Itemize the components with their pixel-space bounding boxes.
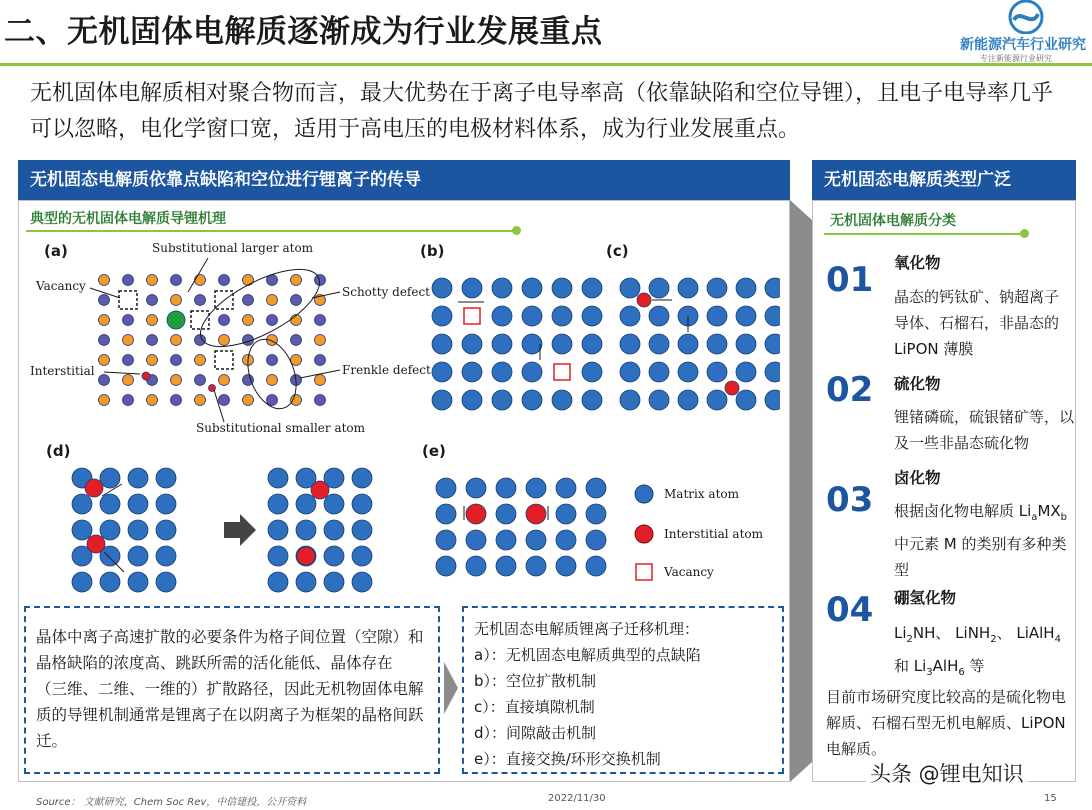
transition-arrow-icon xyxy=(224,514,256,546)
exchange-lattice-e xyxy=(436,478,606,576)
lattice-atom xyxy=(291,335,302,346)
matrix-atom xyxy=(352,494,372,514)
lattice-atom xyxy=(195,295,206,306)
matrix-atom xyxy=(552,334,572,354)
lattice-atom xyxy=(171,295,182,306)
halide-desc-pre: 根据卤化物电解质 Li xyxy=(894,502,1032,520)
matrix-atom xyxy=(582,306,602,326)
matrix-atom xyxy=(432,362,452,382)
lattice-atom xyxy=(147,315,158,326)
left-panel-title: 无机固态电解质依靠点缺陷和空位进行锂离子的传导 xyxy=(18,160,790,200)
knock-lattice-d-after xyxy=(268,468,372,592)
matrix-atom xyxy=(678,334,698,354)
lattice-atom xyxy=(315,355,326,366)
matrix-atom xyxy=(707,306,727,326)
matrix-atom xyxy=(765,334,780,354)
left-subtitle-rule xyxy=(26,230,516,232)
legend-matrix-label: Matrix atom xyxy=(664,487,739,501)
vacancy-lattice-b xyxy=(432,278,602,410)
right-panel-title: 无机固态电解质类型广泛 xyxy=(812,160,1076,200)
panel-letter-e: (e) xyxy=(422,442,446,460)
matrix-atom xyxy=(462,278,482,298)
legend-interstitial-label: Interstitial atom xyxy=(664,527,763,541)
matrix-atom xyxy=(324,494,344,514)
matrix-atom xyxy=(436,478,456,498)
category-number-02: 02 xyxy=(826,370,874,410)
matrix-atom xyxy=(128,546,148,566)
matrix-atom xyxy=(522,278,542,298)
interstitial-atom xyxy=(725,381,739,395)
footer-source: Source： 文献研究，Chem Soc Rev，中信建投，公开资料 xyxy=(36,797,307,808)
matrix-atom xyxy=(649,390,669,410)
matrix-atom xyxy=(582,390,602,410)
lattice-atom xyxy=(147,395,158,406)
matrix-atom xyxy=(552,390,572,410)
matrix-atom xyxy=(678,390,698,410)
interstitial-atom xyxy=(526,504,546,524)
label-larger-atom: Substitutional larger atom xyxy=(152,241,314,255)
matrix-atom xyxy=(582,334,602,354)
interstitial-atom xyxy=(142,372,150,380)
matrix-atom xyxy=(432,334,452,354)
panel-letter-c: (c) xyxy=(606,242,629,260)
matrix-atom xyxy=(466,478,486,498)
logo-name: 新能源汽车行业研究 xyxy=(960,37,1086,53)
lattice-atom xyxy=(147,355,158,366)
lattice-atom xyxy=(99,275,110,286)
lattice-atom xyxy=(219,375,230,386)
matrix-atom xyxy=(649,334,669,354)
lattice-atom xyxy=(123,315,134,326)
matrix-atom xyxy=(492,278,512,298)
halide-desc-sub-b: b xyxy=(1060,512,1068,523)
matrix-atom xyxy=(707,362,727,382)
larger-atom xyxy=(167,311,185,329)
lattice-atom xyxy=(99,375,110,386)
lattice-atom xyxy=(171,375,182,386)
matrix-atom xyxy=(492,306,512,326)
matrix-atom xyxy=(72,572,92,592)
matrix-atom xyxy=(324,572,344,592)
bh-desc-s4: 3 xyxy=(926,667,933,678)
lattice-atom xyxy=(171,355,182,366)
market-summary: 目前市场研究度比较高的是硫化物电解质、石榴石型无机电解质、LiPON 电解质。 xyxy=(826,688,1067,758)
lattice-atom xyxy=(171,395,182,406)
lattice-atom xyxy=(171,275,182,286)
matrix-atom xyxy=(522,390,542,410)
page-title: 二、无机固体电解质逐渐成为行业发展重点 xyxy=(4,14,603,50)
matrix-atom xyxy=(586,478,606,498)
matrix-atom xyxy=(352,520,372,540)
matrix-atom xyxy=(526,530,546,550)
li-migration-figure xyxy=(28,236,780,602)
category-desc-sulfide: 锂锗磷硫，硫银锗矿等，以及一些非晶态硫化物 xyxy=(894,408,1075,452)
lattice-atom xyxy=(315,315,326,326)
matrix-atom xyxy=(586,504,606,524)
matrix-atom xyxy=(582,278,602,298)
matrix-atom xyxy=(72,494,92,514)
left-subtitle-dot xyxy=(512,226,521,235)
lattice-atom xyxy=(195,355,206,366)
matrix-atom xyxy=(649,362,669,382)
lattice-atom xyxy=(195,275,206,286)
category-name-borohydride: 硼氢化物 xyxy=(894,589,957,607)
lattice-atom xyxy=(315,335,326,346)
right-subtitle-rule xyxy=(824,233,1024,235)
lattice-atom xyxy=(195,335,206,346)
category-name-oxide: 氧化物 xyxy=(894,254,941,272)
lattice-atom xyxy=(99,335,110,346)
matrix-atom xyxy=(156,494,176,514)
lattice-atom xyxy=(291,395,302,406)
matrix-atom xyxy=(522,362,542,382)
mechanism-item-d: d）：间隙敲击机制 xyxy=(474,724,597,742)
lattice-atom xyxy=(243,315,254,326)
mechanism-item-c: c）：直接填隙机制 xyxy=(474,698,595,716)
matrix-atom xyxy=(522,306,542,326)
vacancy-site xyxy=(215,351,233,369)
lattice-atom xyxy=(267,375,278,386)
legend-vacancy-label: Vacancy xyxy=(664,565,714,579)
category-desc-halide xyxy=(894,498,1070,583)
matrix-atom xyxy=(556,530,576,550)
lattice-atom xyxy=(123,355,134,366)
legend-matrix-swatch xyxy=(635,485,653,503)
lattice-atom xyxy=(99,355,110,366)
logo-tagline: 专注新能源行业研究 xyxy=(980,54,1052,63)
matrix-atom xyxy=(462,362,482,382)
lattice-atom xyxy=(219,395,230,406)
matrix-atom xyxy=(496,556,516,576)
matrix-atom xyxy=(436,556,456,576)
matrix-atom xyxy=(268,572,288,592)
label-interstitial: Interstitial xyxy=(30,364,95,378)
matrix-atom xyxy=(462,390,482,410)
vacancy-site xyxy=(191,311,209,329)
matrix-atom xyxy=(128,494,148,514)
matrix-atom xyxy=(736,334,756,354)
matrix-atom xyxy=(296,572,316,592)
category-number-03: 03 xyxy=(826,480,874,520)
matrix-atom xyxy=(586,556,606,576)
matrix-atom xyxy=(156,572,176,592)
matrix-atom xyxy=(466,556,486,576)
vacancy-site xyxy=(464,308,480,324)
matrix-atom xyxy=(620,278,640,298)
right-subtitle-dot xyxy=(1020,229,1029,238)
matrix-atom xyxy=(582,362,602,382)
matrix-atom xyxy=(100,468,120,488)
matrix-atom xyxy=(556,478,576,498)
lattice-atom xyxy=(267,355,278,366)
lattice-atom xyxy=(219,315,230,326)
category-number-04: 04 xyxy=(826,590,874,630)
panel-letter-d: (d) xyxy=(46,442,71,460)
interstitial-atom xyxy=(297,547,315,565)
matrix-atom xyxy=(736,362,756,382)
lattice-atom xyxy=(171,335,182,346)
lattice-atom xyxy=(315,375,326,386)
panel-letter-a: (a) xyxy=(44,242,68,260)
matrix-atom xyxy=(526,478,546,498)
matrix-atom xyxy=(765,390,780,410)
category-desc-borohydride xyxy=(894,620,1070,686)
lattice-atom xyxy=(123,275,134,286)
matrix-atom xyxy=(128,572,148,592)
category-name-halide: 卤化物 xyxy=(894,469,941,487)
lattice-atom xyxy=(147,295,158,306)
matrix-atom xyxy=(72,520,92,540)
label-vacancy: Vacancy xyxy=(36,279,86,293)
matrix-atom xyxy=(496,530,516,550)
lattice-atom xyxy=(123,395,134,406)
intro-paragraph: 无机固体电解质相对聚合物而言，最大优势在于离子电导率高（依靠缺陷和空位导锂），且电子电导率几乎可以忽略，电化学窗口宽，适用于高电压的电极材料体系，成为行业发展重点。 xyxy=(30,81,1054,142)
matrix-atom xyxy=(620,390,640,410)
lattice-atom xyxy=(195,395,206,406)
matrix-atom xyxy=(436,530,456,550)
interstitial-atom xyxy=(637,293,651,307)
logo-mark-icon xyxy=(1004,0,1048,34)
mechanism-item-e: e）：直接交换/环形交换机制 xyxy=(474,750,661,768)
matrix-atom xyxy=(496,478,516,498)
interstitial-atom xyxy=(311,481,329,499)
matrix-atom xyxy=(432,390,452,410)
matrix-atom xyxy=(678,278,698,298)
matrix-atom xyxy=(128,520,148,540)
matrix-atom xyxy=(324,546,344,566)
lattice-atom xyxy=(123,335,134,346)
title-underline xyxy=(0,63,1092,66)
bh-desc-s2: 2 xyxy=(990,634,997,645)
interstitial-atom xyxy=(85,479,103,497)
label-smaller-atom: Substitutional smaller atom xyxy=(196,421,366,435)
halide-desc-post: 中元素 M 的类别有多种类型 xyxy=(894,535,1067,579)
mechanism-item-a: a）：无机固态电解质典型的点缺陷 xyxy=(474,646,701,664)
matrix-atom xyxy=(765,306,780,326)
matrix-atom xyxy=(156,468,176,488)
matrix-atom xyxy=(765,362,780,382)
matrix-atom xyxy=(552,278,572,298)
lattice-atom xyxy=(291,275,302,286)
diffusion-explanation-box xyxy=(24,606,440,774)
matrix-atom xyxy=(678,362,698,382)
matrix-atom xyxy=(296,520,316,540)
legend-interstitial-swatch xyxy=(635,525,653,543)
matrix-atom xyxy=(432,306,452,326)
matrix-atom xyxy=(736,306,756,326)
left-panel-subtitle: 典型的无机固体电解质导锂机理 xyxy=(30,211,226,227)
footer-page-number: 15 xyxy=(1044,793,1057,804)
matrix-atom xyxy=(436,504,456,524)
mechanism-list-heading: 无机固态电解质锂离子迁移机理： xyxy=(474,620,700,638)
lattice-atom xyxy=(267,315,278,326)
matrix-atom xyxy=(268,468,288,488)
matrix-atom xyxy=(268,494,288,514)
lattice-atom xyxy=(219,275,230,286)
mechanism-item-b: b）：空位扩散机制 xyxy=(474,672,597,690)
matrix-atom xyxy=(492,334,512,354)
lattice-atom xyxy=(147,335,158,346)
matrix-atom xyxy=(496,504,516,524)
label-frenkle: Frenkle defect xyxy=(342,363,431,377)
lattice-atom xyxy=(243,275,254,286)
interstitial-atom xyxy=(466,504,486,524)
matrix-atom xyxy=(352,468,372,488)
lattice-atom xyxy=(195,375,206,386)
matrix-atom xyxy=(462,334,482,354)
diffusion-explanation-text: 晶体中离子高速扩散的必要条件为格子间位置（空隙）和晶格缺陷的浓度高、跳跃所需的活化能低、晶体存在 （三维、二维、一维的）扩散路径，因此无机物固体电解质的导锂机制通常是锂离子在以阴离子为框架的晶格间跃迁。 xyxy=(36,628,424,750)
matrix-atom xyxy=(649,278,669,298)
bh-desc-p4: 和 Li xyxy=(894,657,927,675)
right-panel-subtitle: 无机固体电解质分类 xyxy=(830,213,956,229)
lattice-atom xyxy=(219,335,230,346)
panel-letter-b: (b) xyxy=(420,242,445,260)
brand-logo xyxy=(958,0,1092,64)
mechanism-list-box xyxy=(462,606,784,774)
matrix-atom xyxy=(466,530,486,550)
lattice-atom xyxy=(147,275,158,286)
lattice-atom xyxy=(123,375,134,386)
matrix-atom xyxy=(736,278,756,298)
matrix-atom xyxy=(620,334,640,354)
bh-desc-p2: NH、 LiNH xyxy=(912,624,991,642)
bh-desc-p1: Li xyxy=(894,624,907,642)
vacancy-site xyxy=(554,364,570,380)
panel-connector-arrow-icon xyxy=(790,200,812,782)
matrix-atom xyxy=(156,546,176,566)
category-number-01: 01 xyxy=(826,260,874,300)
matrix-atom xyxy=(736,390,756,410)
lattice-atom xyxy=(99,395,110,406)
knock-lattice-d-before xyxy=(72,468,176,592)
lattice-atom xyxy=(99,295,110,306)
bh-desc-s5: 6 xyxy=(958,667,965,678)
lattice-atom xyxy=(291,295,302,306)
lattice-atom xyxy=(243,395,254,406)
matrix-atom xyxy=(522,334,542,354)
matrix-atom xyxy=(324,520,344,540)
matrix-atom xyxy=(765,278,780,298)
matrix-atom xyxy=(492,362,512,382)
interstitial-lattice-c xyxy=(620,278,780,410)
bh-desc-s3: 4 xyxy=(1054,634,1061,645)
matrix-atom xyxy=(268,546,288,566)
matrix-atom xyxy=(432,278,452,298)
bh-desc-p5: AlH xyxy=(932,657,959,675)
matrix-atom xyxy=(526,556,546,576)
matrix-atom xyxy=(352,546,372,566)
figure-legend xyxy=(635,485,764,580)
lattice-atom xyxy=(267,295,278,306)
lattice-atom xyxy=(99,315,110,326)
matrix-atom xyxy=(707,390,727,410)
matrix-atom xyxy=(156,520,176,540)
footer-date: 2022/11/30 xyxy=(548,793,606,804)
matrix-atom xyxy=(707,278,727,298)
matrix-atom xyxy=(492,390,512,410)
category-desc-oxide: 晶态的钙钛矿、钠超离子导体、石榴石，非晶态的 LiPON 薄膜 xyxy=(894,288,1060,358)
matrix-atom xyxy=(100,520,120,540)
matrix-atom xyxy=(586,530,606,550)
matrix-atom xyxy=(296,494,316,514)
matrix-atom xyxy=(268,520,288,540)
vacancy-site xyxy=(119,291,137,309)
lattice-atom xyxy=(315,395,326,406)
defect-lattice-a xyxy=(99,275,326,406)
footer-credit: 头条 @锂电知识 xyxy=(866,758,1028,788)
lattice-atom xyxy=(243,295,254,306)
category-name-sulfide: 硫化物 xyxy=(894,375,941,393)
halide-desc-mid: MX xyxy=(1037,502,1061,520)
bh-desc-p6: 等 xyxy=(964,657,985,675)
matrix-atom xyxy=(556,504,576,524)
lattice-atom xyxy=(267,395,278,406)
matrix-atom xyxy=(552,306,572,326)
label-schotty: Schotty defect xyxy=(342,285,431,299)
matrix-atom xyxy=(352,572,372,592)
matrix-atom xyxy=(707,334,727,354)
explanation-pointer-icon xyxy=(444,662,458,714)
matrix-atom xyxy=(649,306,669,326)
bh-desc-s1: 2 xyxy=(906,634,913,645)
matrix-atom xyxy=(100,572,120,592)
legend-vacancy-swatch xyxy=(636,564,652,580)
halide-desc-sub-a: a xyxy=(1031,512,1038,523)
matrix-atom xyxy=(620,306,640,326)
matrix-atom xyxy=(620,362,640,382)
matrix-atom xyxy=(556,556,576,576)
matrix-atom xyxy=(100,494,120,514)
bh-desc-p3: 、 LiAlH xyxy=(996,624,1055,642)
matrix-atom xyxy=(128,468,148,488)
interstitial-atom xyxy=(87,535,105,553)
